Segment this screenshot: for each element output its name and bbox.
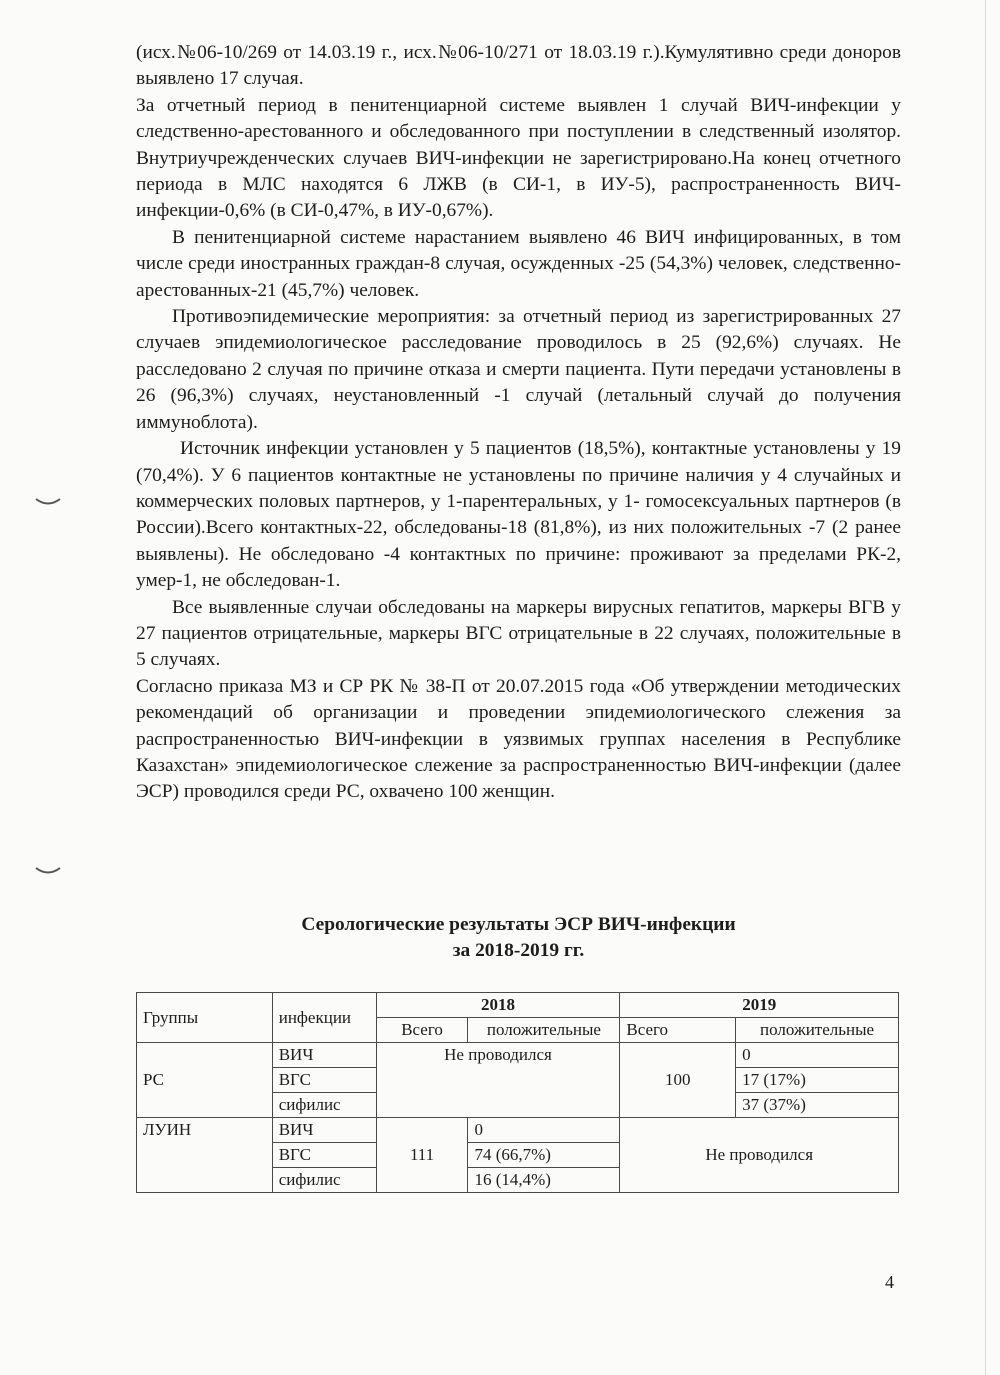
positive-cell: 0 bbox=[736, 1043, 899, 1068]
paragraph: За отчетный период в пенитенциарной системе выявлен 1 случай ВИЧ-инфекции у следственно-арестованного и обследованного при поступлении в следственный изолятор. Внутриучрежденческих случаев ВИЧ-инфекции не зарегистрировано.На конец отчетного периода в МЛС находятся 6 ЛЖВ (в СИ-1, в ИУ-5), распространенность ВИЧ-инфекции-0,6% (в СИ-0,47%, в ИУ-0,67%). bbox=[136, 94, 901, 222]
infection-cell: ВИЧ bbox=[272, 1043, 376, 1068]
punch-hole-mark bbox=[34, 496, 62, 508]
col-header-infections: инфекции bbox=[272, 993, 376, 1043]
paragraph: Все выявленные случаи обследованы на маркеры вирусных гепатитов, маркеры ВГВ у 27 пациентов отрицательные, маркеры ВГС отрицательные в 22 случаях, положительные в 5 случаях. bbox=[136, 596, 901, 671]
positive-cell: 16 (14,4%) bbox=[468, 1168, 620, 1193]
total-cell: 111 bbox=[376, 1118, 468, 1193]
infection-cell: ВИЧ bbox=[272, 1118, 376, 1143]
page-number: 4 bbox=[885, 1272, 894, 1292]
col-header-positive: положительные bbox=[736, 1018, 899, 1043]
paragraph: Источник инфекции установлен у 5 пациентов (18,5%), контактные установлены у 19 (70,4%). У 6 пациентов контактные не установлены по причине наличия у 4 случайных и коммерческих половых партнеров, у 1-парентеральных, у 1- гомосексуальных партнеров (в России).Всего контактных-22, обследованы-18 (81,8%), из них положительных -7 (2 ранее выявлены). Не обследовано -4 контактных по причине: проживают за пределами РК-2, умер-1, не обследован-1. bbox=[136, 438, 901, 592]
col-header-year: 2018 bbox=[376, 993, 620, 1018]
table-header-row bbox=[137, 993, 899, 1018]
positive-cell: 37 (37%) bbox=[736, 1093, 899, 1118]
infection-cell: ВГС bbox=[272, 1068, 376, 1093]
col-header-positive: положительные bbox=[468, 1018, 620, 1043]
positive-cell: 74 (66,7%) bbox=[468, 1143, 620, 1168]
infection-cell: ВГС bbox=[272, 1143, 376, 1168]
not-conducted-cell: Не проводился bbox=[376, 1043, 620, 1118]
total-cell: 100 bbox=[620, 1043, 736, 1118]
heading-line: за 2018-2019 гг. bbox=[452, 940, 585, 962]
paragraph: Согласно приказа МЗ и СР РК № 38-П от 20.07.2015 года «Об утверждении методических рекомендаций об организации и проведении эпидемиологического слежения за распространенностью ВИЧ-инфекции в уязвимых группах населения в Республике Казахстан» эпидемиологическое слежение за распространенностью ВИЧ-инфекции (далее ЭСР) проводился среди РС, охвачено 100 женщин. bbox=[136, 675, 901, 803]
table-row bbox=[137, 1118, 899, 1143]
col-header-total: Всего bbox=[376, 1018, 468, 1043]
col-header-year: 2019 bbox=[620, 993, 899, 1018]
infection-cell: сифилис bbox=[272, 1093, 376, 1118]
table-heading bbox=[136, 912, 901, 965]
table-row bbox=[137, 1043, 899, 1068]
results-table bbox=[136, 992, 899, 1193]
positive-cell: 17 (17%) bbox=[736, 1068, 899, 1093]
heading-line: Серологические результаты ЭСР ВИЧ-инфекции bbox=[301, 914, 736, 935]
paragraph: Противоэпидемические мероприятия: за отчетный период из зарегистрированных 27 случаев эпидемиологическое расследование проводилось в 25 (92,6%) случаях. Не расследовано 2 случая по причине отказа и смерти пациента. Пути передачи установлены в 26 (96,3%) случаях, неустановленный -1 случай (летальный случай до получения иммуноблота). bbox=[136, 306, 901, 433]
page-edge bbox=[985, 0, 986, 1375]
infection-cell: сифилис bbox=[272, 1168, 376, 1193]
col-header-total: Всего bbox=[620, 1018, 736, 1043]
positive-cell: 0 bbox=[468, 1118, 620, 1143]
col-header-groups: Группы bbox=[137, 993, 273, 1043]
paragraph: (исх.№06-10/269 от 14.03.19 г., исх.№06-10/271 от 18.03.19 г.).Кумулятивно среди доноров выявлено 17 случая. bbox=[136, 42, 901, 90]
group-cell: РС bbox=[137, 1043, 273, 1118]
not-conducted-cell: Не проводился bbox=[620, 1118, 899, 1193]
body-text bbox=[136, 40, 901, 806]
group-cell: ЛУИН bbox=[137, 1118, 273, 1193]
punch-hole-mark bbox=[34, 865, 62, 877]
paragraph: В пенитенциарной системе нарастанием выявлено 46 ВИЧ инфицированных, в том числе среди иностранных граждан-8 случая, осужденных -25 (54,3%) человек, следственно-арестованных-21 (45,7%) человек. bbox=[136, 226, 901, 301]
